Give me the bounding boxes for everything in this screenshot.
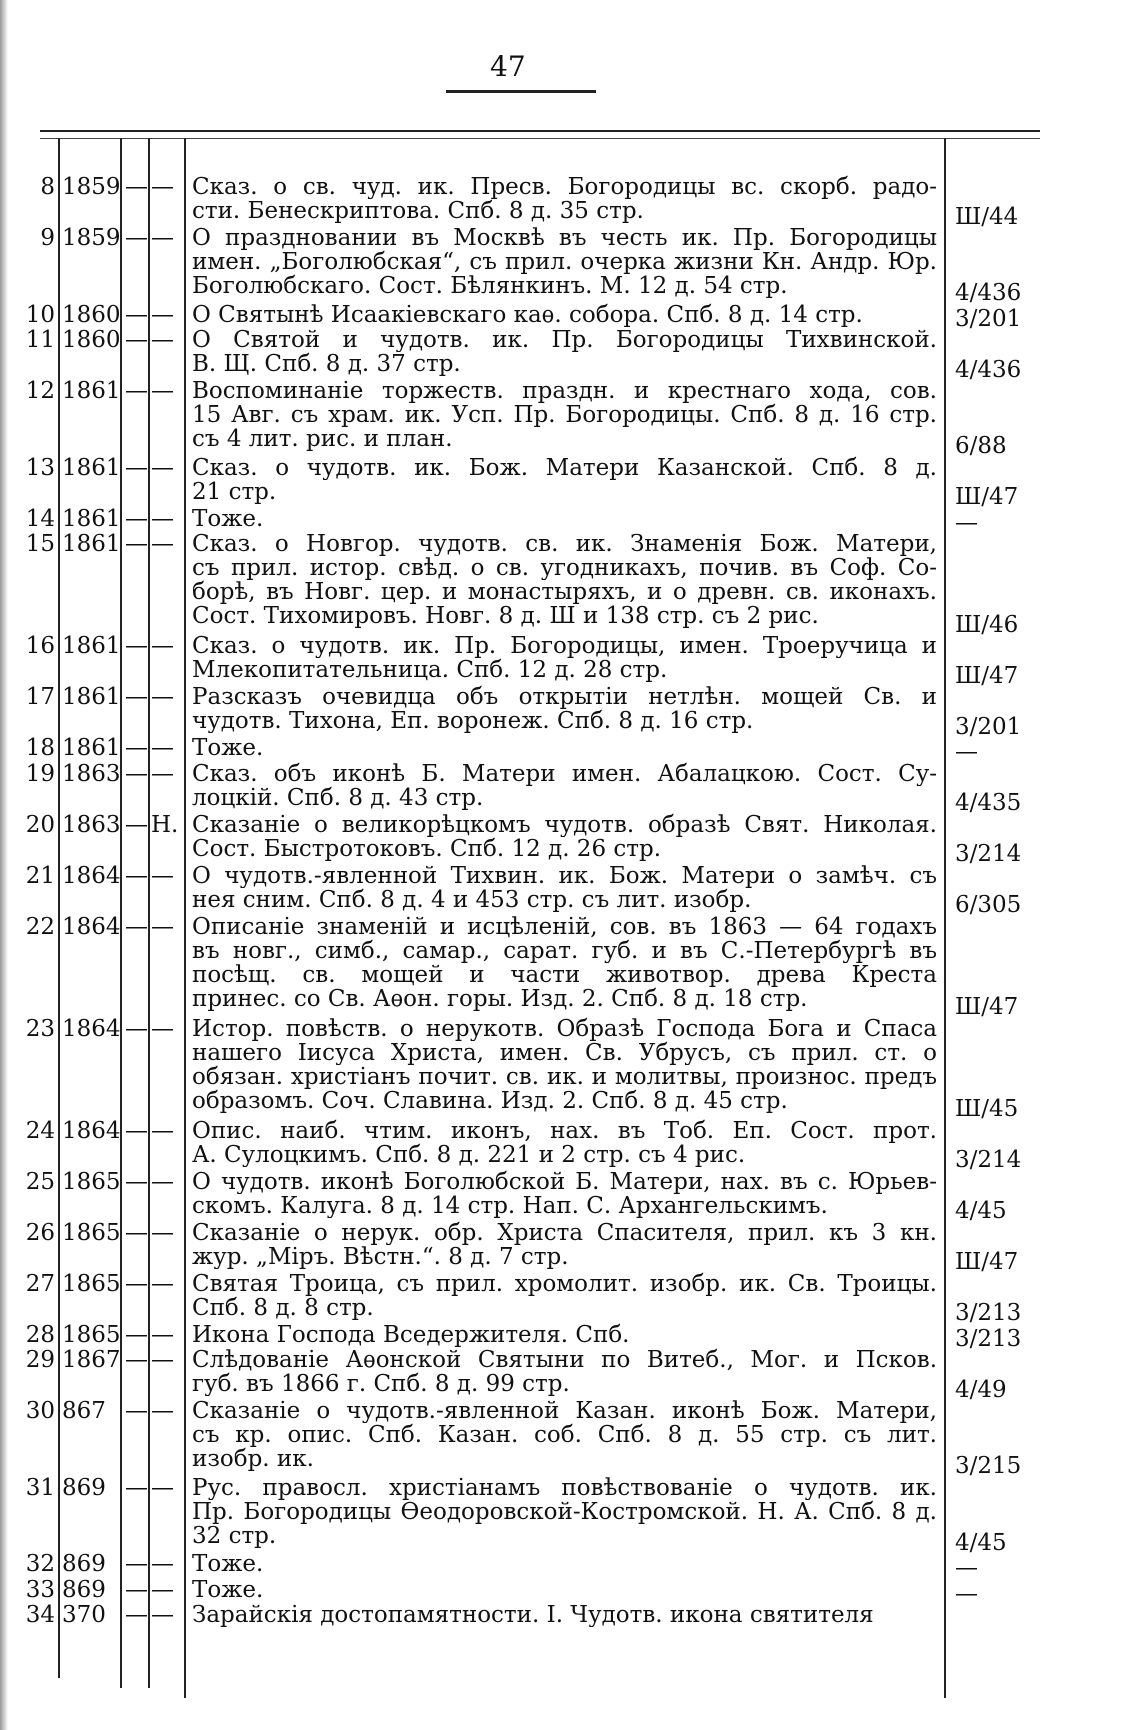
description-line: Рус. правосл. христіанамъ повѣствованіе о чудотв. ик. [192,1475,937,1500]
entry-description [192,1017,937,1113]
table-top-rule [40,130,1040,132]
entry-reference: 3/201 [955,305,1022,332]
entry-mark: — [151,1551,174,1577]
description-line: Тоже. [192,1577,264,1602]
column-divider [944,138,946,1698]
entry-dash: — [125,735,148,761]
entry-number: 20 [25,811,55,838]
entry-dash: — [125,1347,148,1373]
column-divider [120,138,122,1688]
entry-year: 1860 [62,327,121,353]
description-line: О праздновании въ Москвѣ въ честь ик. Пр. Богородицы [192,226,937,250]
entry-year: 1865 [62,1270,121,1297]
entry-description [192,456,937,504]
entry-dash: — [125,684,148,710]
entry-reference: — [955,1580,978,1607]
entry-description [192,1221,937,1269]
entry-reference: Ш/46 [955,611,1019,638]
entry-number: 15 [25,531,55,557]
entry-mark: — [151,1219,174,1246]
entry-mark: — [151,174,174,200]
description-line: Воспоминаніе торжеств. праздн. и крестнаго хода, сов. [192,379,937,403]
description-line: лоцкій. Спб. 8 д. 43 стр. [192,785,484,810]
description-line: Тоже. [192,1552,264,1576]
description-line: О чудотв.-явленной Тихвин. ик. Бож. Матери о замѣч. съ [192,863,937,888]
description-line: Святая Троица, съ прил. хромолит. изобр. ик. Св. Троицы. [192,1271,937,1296]
entry-number: 13 [25,454,55,481]
entry-dash: — [125,1602,148,1628]
entry-dash: — [125,1398,148,1424]
entry-mark: — [151,225,174,251]
entry-reference: 3/214 [955,841,1022,867]
entry-description [192,1552,937,1576]
entry-dash: — [125,913,148,940]
entry-number: 17 [25,684,55,710]
entry-description [192,328,937,376]
entry-description [192,1119,937,1167]
entry-mark: — [151,1270,174,1297]
entry-year: 1864 [62,1015,121,1042]
description-line: Разсказъ очевидца объ открытіи нетлѣн. мощей Св. и [192,685,937,709]
entry-description [192,634,937,682]
entry-mark: — [151,1015,174,1042]
entry-reference: 4/436 [955,280,1022,306]
entry-description [192,379,937,451]
entry-reference: — [955,739,978,765]
entry-number: 10 [25,301,55,328]
description-line: В. Щ. Спб. 8 д. 37 стр. [192,352,461,376]
description-line: образомъ. Соч. Славина. Изд. 2. Спб. 8 д. 45 стр. [192,1088,788,1113]
entry-dash: — [125,225,148,251]
description-line: принес. со Св. Аѳон. горы. Изд. 2. Спб. 8 д. 18 стр. [192,986,808,1011]
description-line: сти. Бенескриптова. Спб. 8 д. 35 стр. [192,199,644,223]
description-line: Сказаніе о великорѣцкомъ чудотв. образѣ Свят. Николая. [192,812,937,837]
entry-reference: Ш/44 [955,203,1019,230]
entry-reference: Ш/47 [955,994,1019,1020]
description-line: Сказ. о чудотв. ик. Бож. Матери Казанской. Спб. 8 д. [192,455,937,480]
description-line: Сказ. объ иконѣ Б. Матери имен. Абалацкою. Сост. Су- [192,761,937,786]
column-divider [58,138,60,1678]
column-divider [148,138,150,1688]
page-number-underline [446,90,596,93]
entry-mark: — [151,1321,174,1348]
entry-dash: — [125,811,148,838]
description-line: Пр. Богородицы Ѳеодоровской-Костромской. Н. А. Спб. 8 д. [192,1499,937,1524]
description-line: нея сним. Спб. 8 д. 4 и 453 стр. съ лит. изобр. [192,887,752,912]
description-line: скомъ. Калуга. 8 д. 14 стр. Нап. С. Архангельскимъ. [192,1193,828,1218]
entry-dash: — [125,301,148,328]
entry-dash: — [125,454,148,481]
entry-number: 9 [40,225,55,251]
entry-year: 1861 [62,454,121,481]
entry-number: 27 [25,1270,55,1297]
description-line: Слѣдованіе Аѳонской Святыни по Витеб., Мог. и Псков. [192,1348,937,1372]
entry-description [192,736,937,760]
entry-dash: — [125,378,148,404]
entry-mark: — [151,531,174,557]
description-line: Сказ. о св. чуд. ик. Пресв. Богородицы вс. скорб. радо- [192,175,937,199]
entry-description [192,1399,937,1471]
entry-dash: — [125,1474,148,1501]
entry-number: 11 [25,327,55,353]
description-line: обязан. христіанъ почит. св. ик. и молитвы, произнос. предъ [192,1064,937,1089]
entry-reference: 4/436 [955,356,1022,383]
entry-reference: — [955,509,978,536]
description-line: Сказаніе о нерук. обр. Христа Спасителя, прил. къ 3 кн. [192,1220,937,1245]
entry-mark: — [151,633,174,659]
entry-year: 1861 [62,735,121,761]
description-line: О Святынѣ Исаакіевскаго каѳ. собора. Спб. 8 д. 14 стр. [192,302,863,327]
entry-year: 370 [62,1602,106,1628]
entry-dash: — [125,1270,148,1297]
description-line: Сост. Тихомировъ. Новг. 8 д. Ш и 138 стр. съ 2 рис. [192,604,819,628]
entry-reference: 3/214 [955,1147,1022,1173]
entry-description [192,864,937,912]
entry-year: 1864 [62,1117,121,1144]
entry-year: 1861 [62,684,121,710]
entry-number: 24 [25,1117,55,1144]
description-line: Зарайскія достопамятности. I. Чудотв. икона святителя [192,1603,874,1627]
entry-dash: — [125,1117,148,1144]
description-line: жур. „Міръ. Вѣстн.“. 8 д. 7 стр. [192,1244,569,1269]
entry-dash: — [125,1015,148,1042]
description-line: нашего Іисуса Христа, имен. Св. Убрусъ, съ прил. ст. о [192,1040,937,1065]
entry-description [192,226,937,298]
description-line: въ новг., симб., самар., сарат. губ. и въ С.-Петербургѣ въ [192,938,937,963]
entry-mark: — [151,505,174,532]
entry-number: 16 [25,633,55,659]
description-line: Тоже. [192,506,264,531]
description-line: Истор. повѣств. о нерукотв. Образѣ Господа Бога и Спаса [192,1016,937,1041]
column-divider [184,138,186,1698]
description-line: Икона Господа Вседержителя. Спб. [192,1322,630,1347]
entry-number: 18 [25,735,55,761]
description-line: О Святой и чудотв. ик. Пр. Богородицы Тихвинской. [192,328,937,352]
entry-description [192,762,937,810]
entry-mark: — [151,684,174,710]
entry-year: 1861 [62,505,121,532]
entry-dash: — [125,1551,148,1577]
entry-year: 869 [62,1551,106,1577]
entry-mark: — [151,327,174,353]
entry-reference: Ш/47 [955,1249,1019,1275]
entry-year: 1863 [62,760,121,787]
entry-dash: — [125,862,148,889]
entry-dash: — [125,1321,148,1348]
entry-year: 869 [62,1576,106,1603]
entry-number: 30 [25,1398,55,1424]
entry-year: 1861 [62,378,121,404]
entry-reference: 4/45 [955,1198,1007,1224]
entry-mark: — [151,1602,174,1628]
entry-number: 34 [25,1602,55,1628]
description-line: Сказ. о Новгор. чудотв. св. ик. Знаменія Бож. Матери, [192,532,937,556]
entry-number: 23 [25,1015,55,1042]
entry-reference: 3/213 [955,1325,1022,1352]
description-line: имен. „Боголюбская“, съ прил. очерка жизни Кн. Андр. Юр. [192,250,937,274]
entry-number: 25 [25,1168,55,1195]
entry-reference: 4/49 [955,1376,1007,1403]
entry-mark: — [151,1398,174,1424]
entry-mark: — [151,1576,174,1603]
entry-mark: — [151,1347,174,1373]
entry-reference: 6/88 [955,433,1007,459]
table-top-rule-inner [40,138,1040,139]
entry-mark: — [151,862,174,889]
description-line: Сказаніе о чудотв.-явленной Казан. иконѣ Бож. Матери, [192,1399,937,1423]
description-line: А. Сулоцкимъ. Спб. 8 д. 221 и 2 стр. съ 4 рис. [192,1142,746,1167]
description-line: съ прил. истор. свѣд. о св. угодникахъ, почив. въ Соф. Со- [192,556,937,580]
entry-description [192,532,937,628]
entry-year: 1867 [62,1347,121,1373]
description-line: борѣ, въ Новг. цер. и монастыряхъ, и о древн. св. иконахъ. [192,580,937,604]
entry-mark: — [151,760,174,787]
description-line: Спб. 8 д. 8 стр. [192,1295,374,1320]
description-line: 15 Авг. съ храм. ик. Усп. Пр. Богородицы. Спб. 8 д. 16 стр. [192,403,937,427]
entry-description [192,1170,937,1218]
description-line: съ кр. опис. Спб. Казан. соб. Спб. 8 д. 55 стр. съ лит. [192,1423,937,1447]
entry-year: 1859 [62,174,121,200]
entry-mark: — [151,454,174,481]
entry-reference: — [955,1555,978,1581]
description-line: 21 стр. [192,479,277,504]
description-line: Сост. Быстротоковъ. Спб. 12 д. 26 стр. [192,836,662,861]
entry-description [192,1348,937,1396]
entry-reference: Ш/47 [955,662,1019,689]
entry-description [192,507,937,531]
entry-number: 29 [25,1347,55,1373]
entry-description [192,813,937,861]
entry-year: 1865 [62,1219,121,1246]
entry-reference: 3/213 [955,1300,1022,1326]
entry-number: 21 [25,862,55,889]
entry-year: 1863 [62,811,121,838]
entry-description [192,1272,937,1320]
description-line: Опис. наиб. чтим. иконъ, нах. въ Тоб. Еп. Сост. прот. [192,1118,937,1143]
entry-number: 8 [40,174,55,200]
description-line: посѣщ. св. мощей и части животвор. древа Креста [192,962,937,987]
entry-mark: — [151,301,174,328]
entry-year: 1864 [62,913,121,940]
entry-dash: — [125,760,148,787]
entry-description [192,1578,937,1602]
entry-year: 1860 [62,301,121,328]
entry-mark: — [151,1474,174,1501]
entry-dash: — [125,1168,148,1195]
entry-description [192,1603,937,1627]
description-line: Боголюбскаго. Сост. Бѣлянкинъ. М. 12 д. 54 стр. [192,274,788,298]
entry-number: 32 [25,1551,55,1577]
entry-year: 867 [62,1398,106,1424]
entry-year: 869 [62,1474,106,1501]
entry-reference: 6/305 [955,892,1022,918]
entry-mark: Н. [151,811,179,838]
entry-reference: Ш/47 [955,484,1019,510]
description-line: Описаніе знаменій и исцѣленій, сов. въ 1863 — 64 годахъ [192,914,937,939]
entry-year: 1865 [62,1321,121,1348]
entry-number: 33 [25,1576,55,1603]
entry-year: 1861 [62,531,121,557]
entry-dash: — [125,505,148,532]
entry-number: 26 [25,1219,55,1246]
description-line: Млекопитательница. Спб. 12 д. 28 стр. [192,658,668,682]
entry-description [192,303,937,327]
entry-reference: 4/435 [955,790,1022,816]
entry-description [192,1323,937,1347]
entry-description [192,175,937,223]
description-line: губ. въ 1866 г. Спб. 8 д. 99 стр. [192,1372,570,1396]
entry-description [192,1476,937,1548]
description-line: О чудотв. иконѣ Боголюбской Б. Матери, нах. въ с. Юрьев- [192,1169,937,1194]
description-line: Тоже. [192,736,264,760]
entry-dash: — [125,531,148,557]
entry-reference: 4/45 [955,1529,1007,1556]
entry-dash: — [125,174,148,200]
entry-dash: — [125,327,148,353]
entry-number: 22 [25,913,55,940]
entry-year: 1864 [62,862,121,889]
description-line: изобр. ик. [192,1447,314,1471]
description-line: 32 стр. [192,1523,277,1548]
entry-dash: — [125,1576,148,1603]
entry-mark: — [151,378,174,404]
entry-reference: Ш/45 [955,1096,1019,1122]
entry-reference: 3/215 [955,1453,1022,1479]
page-number: 47 [490,50,526,83]
entry-year: 1861 [62,633,121,659]
entry-mark: — [151,1168,174,1195]
entry-number: 28 [25,1321,55,1348]
entry-description [192,915,937,1011]
entry-dash: — [125,1219,148,1246]
description-line: съ 4 лит. рис. и план. [192,427,453,451]
entry-number: 14 [25,505,55,532]
entry-description [192,685,937,733]
entry-mark: — [151,913,174,940]
entry-mark: — [151,1117,174,1144]
entry-year: 1865 [62,1168,121,1195]
entry-number: 31 [25,1474,55,1501]
entry-reference: 3/201 [955,713,1022,740]
entry-dash: — [125,633,148,659]
entry-mark: — [151,735,174,761]
entry-year: 1859 [62,225,121,251]
description-line: чудотв. Тихона, Еп. воронеж. Спб. 8 д. 16 стр. [192,709,754,733]
entry-number: 12 [25,378,55,404]
description-line: Сказ. о чудотв. ик. Пр. Богородицы, имен. Троеручица и [192,634,937,658]
entry-number: 19 [25,760,55,787]
